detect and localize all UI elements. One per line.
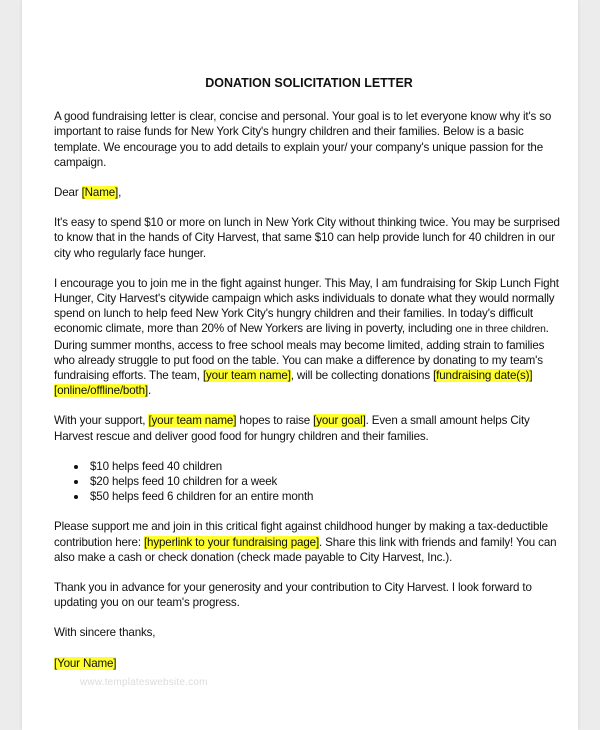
team-name-placeholder: [your team name] <box>202 369 291 383</box>
paragraph-2 <box>54 276 564 399</box>
p2-text-d: , will be collecting donations <box>290 369 434 383</box>
p2-text-f: . <box>147 384 152 398</box>
fundraising-dates-placeholder: [fundraising date(s)] <box>433 369 533 383</box>
list-item: $50 helps feed 6 children for an entire month <box>90 489 564 504</box>
p3-text-c: . Even a small amount helps City Harvest rescue and deliver good food for hungry children and their families. <box>54 414 530 443</box>
list-item: $10 helps feed 40 children <box>90 459 564 474</box>
paragraph-1: It's easy to spend $10 or more on lunch in New York City without thinking twice. You may be surprised to know that in the hands of City Harvest, that same $10 can help provide lunch for 40 children in our city who regularly face hunger. <box>54 216 560 260</box>
letter-page <box>22 0 578 730</box>
closing-line: With sincere thanks, <box>54 626 156 640</box>
p4-text-a: Please support me and join in this critical fight against childhood hunger by making a tax-deductible contribution here: <box>54 520 548 549</box>
list-item: $20 helps feed 10 children for a week <box>90 474 564 489</box>
online-offline-placeholder: [online/offline/both] <box>54 384 148 398</box>
salutation-suffix: , <box>118 186 122 200</box>
p3-text-a: With your support, <box>54 414 149 428</box>
donation-impact-list <box>54 459 564 505</box>
signature <box>54 656 564 671</box>
letter-title: DONATION SOLICITATION LETTER <box>205 76 413 90</box>
paragraph-4 <box>54 519 564 565</box>
p3-text-b: hopes to raise <box>236 414 314 428</box>
letter-content <box>54 76 564 686</box>
your-name-placeholder: [Your Name] <box>54 656 117 670</box>
p2-text-c: . During summer months, access to free school meals may become limited, adding strain to families who already struggle to put food on the table. You can make a difference by donating to my team's fundraising efforts. The team, <box>54 322 549 383</box>
name-placeholder: [Name] <box>81 186 119 200</box>
intro-paragraph: A good fundraising letter is clear, concise and personal. Your goal is to let everyone know why it's so important to raise funds for New York City's hungry children and their families. Below is a basic template. We encourage you to add details to explain your/ your company's unique passion for the campaign. <box>54 110 552 169</box>
salutation-prefix: Dear <box>54 186 82 200</box>
goal-placeholder: [your goal] <box>313 414 366 428</box>
team-name-placeholder-2: [your team name] <box>148 414 237 428</box>
p2-text-a: I encourage you to join me in the fight against hunger. This May, I am fundraising for Skip Lunch Fight Hunger, City Harvest's citywide campaign which asks individuals to donate what they would normally spend on lunch to help feed New York City's hungry children and their families. In today's difficult economic climate, more than 20% of New Yorkers are living in poverty, including <box>54 276 559 336</box>
fundraising-link-placeholder: [hyperlink to your fundraising page] <box>143 535 320 549</box>
paragraph-3 <box>54 413 564 443</box>
watermark: www.templateswebsite.com <box>80 677 208 688</box>
salutation <box>54 185 564 200</box>
p2-small-text: one in three children <box>455 324 546 336</box>
paragraph-5: Thank you in advance for your generosity and your contribution to City Harvest. I look forward to updating you on our team's progress. <box>54 581 532 610</box>
p4-text-b: . Share this link with friends and family! You can also make a cash or check donation (check made payable to City Harvest, Inc.). <box>54 535 557 564</box>
